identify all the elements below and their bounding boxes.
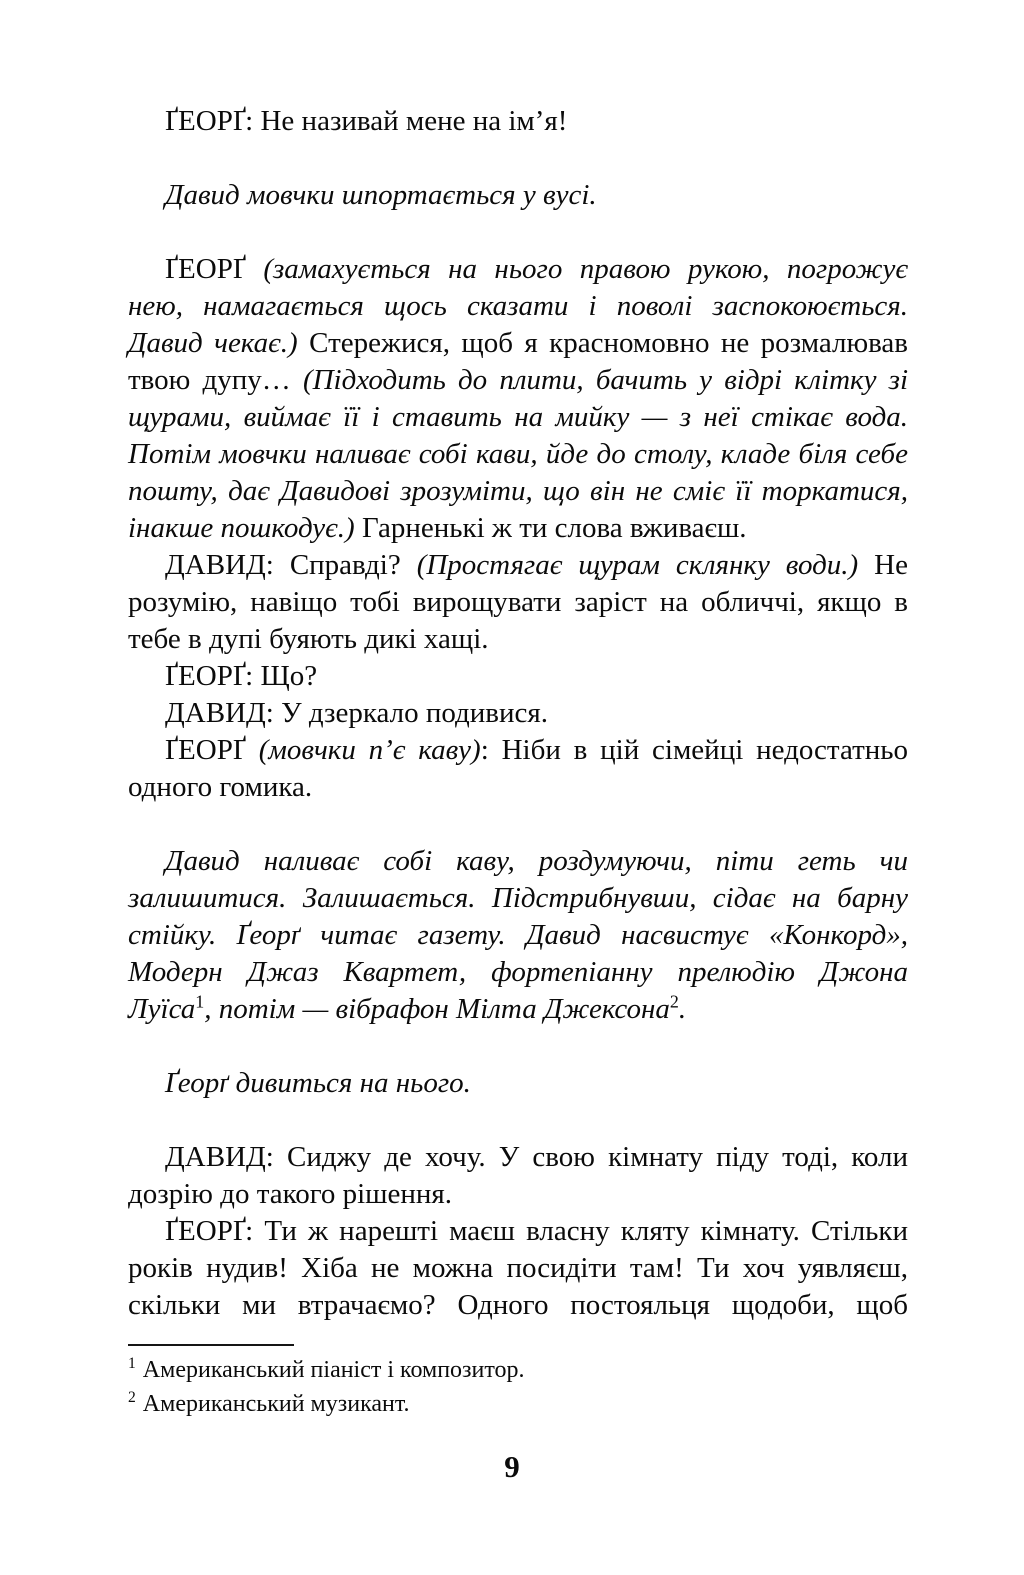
stage-text: . — [678, 993, 687, 1025]
footnote-reference: 2 — [669, 991, 679, 1012]
stage-text: (мовчки п’є каву) — [258, 734, 481, 766]
dialogue-paragraph — [128, 547, 908, 658]
dialogue-paragraph — [128, 1139, 908, 1213]
speech-text: Гарненькі ж ти слова вживаєш. — [354, 512, 747, 544]
footnote-text: Американський піаніст і композитор. — [142, 1357, 525, 1383]
speech-text: : Ніби в цій сімейці недостатньо одного гомика. — [128, 734, 908, 803]
speech-text: ҐЕОРҐ: Що? — [165, 660, 318, 692]
dialogue-paragraph — [128, 1213, 908, 1324]
stage-text: Давид наливає собі каву, роздумуючи, піти геть чи залишитися. Залишається. Підстрибнувши, сідає на барну стійку. Ґеорґ читає газету. Давид насвистує «Конкорд», Модерн Джаз Квартет, фортепіанну прелюдію Джона Луїса — [128, 845, 908, 1025]
dialogue-paragraph — [128, 695, 908, 732]
dialogue-paragraph — [128, 251, 908, 547]
stage-text: (Простягає щурам склянку води.) — [416, 549, 859, 581]
speech-text: ДАВИД: Сиджу де хочу. У свою кімнату піду тоді, коли дозрію до такого рішення. — [128, 1141, 908, 1210]
dialogue-paragraph — [128, 732, 908, 806]
footnote-reference: 1 — [195, 991, 205, 1012]
stage-direction-paragraph — [128, 177, 908, 214]
footnote-section — [128, 1344, 908, 1421]
speech-text: Стережися, щоб я красномовно не розмалював твою дупу… — [128, 327, 908, 396]
speech-text: ДАВИД: Справді? — [165, 549, 417, 581]
footnote-marker: 1 — [128, 1355, 136, 1372]
speech-text: ҐЕОРҐ — [165, 734, 259, 766]
footnote-marker: 2 — [128, 1389, 136, 1406]
stage-text: Ґеорґ дивиться на нього. — [165, 1067, 471, 1099]
page-number: 9 — [504, 1449, 520, 1484]
footnote-divider — [128, 1344, 294, 1346]
speech-text: ДАВИД: У дзеркало подивися. — [165, 697, 548, 729]
stage-direction-paragraph — [128, 843, 908, 1028]
footnote-item — [128, 1353, 908, 1387]
dialogue-paragraph — [128, 103, 908, 140]
footnote-item — [128, 1387, 908, 1421]
stage-text: (замахується на нього правою рукою, погрожує нею, намагається щось сказати і поволі заспокоюється. Давид чекає.) — [128, 253, 908, 359]
text-column — [128, 103, 908, 1324]
stage-text: (Підходить до плити, бачить у відрі клітку зі щурами, виймає її і ставить на мийку — з неї стікає вода. Потім мовчки наливає собі кави, йде до столу, кладе біля себе пошту, дає Давидові зрозуміти, що він не сміє її торкатися, інакше пошкодує.) — [128, 364, 909, 544]
speech-text: ҐЕОРҐ: Не називай мене на ім’я! — [165, 105, 568, 137]
speech-text: Не розумію, навіщо тобі вирощувати заріст на обличчі, якщо в тебе в дупі буяють дикі хащі. — [128, 549, 908, 655]
dialogue-paragraph — [128, 658, 908, 695]
footnote-text: Американський музикант. — [142, 1391, 410, 1417]
speech-text: ҐЕОРҐ: Ти ж нарешті маєш власну кляту кімнату. Стільки років нудив! Хіба не можна посидіти там! Ти хоч уявляєш, скільки ми втрачаємо? Одного постояльця щодоби, щоб — [128, 1215, 908, 1321]
stage-direction-paragraph — [128, 1065, 908, 1102]
stage-text: Давид мовчки шпортається у вусі. — [165, 179, 597, 211]
stage-text: , потім — вібрафон Мілта Джексона — [204, 993, 670, 1025]
speech-text: ҐЕОРҐ — [165, 253, 264, 285]
